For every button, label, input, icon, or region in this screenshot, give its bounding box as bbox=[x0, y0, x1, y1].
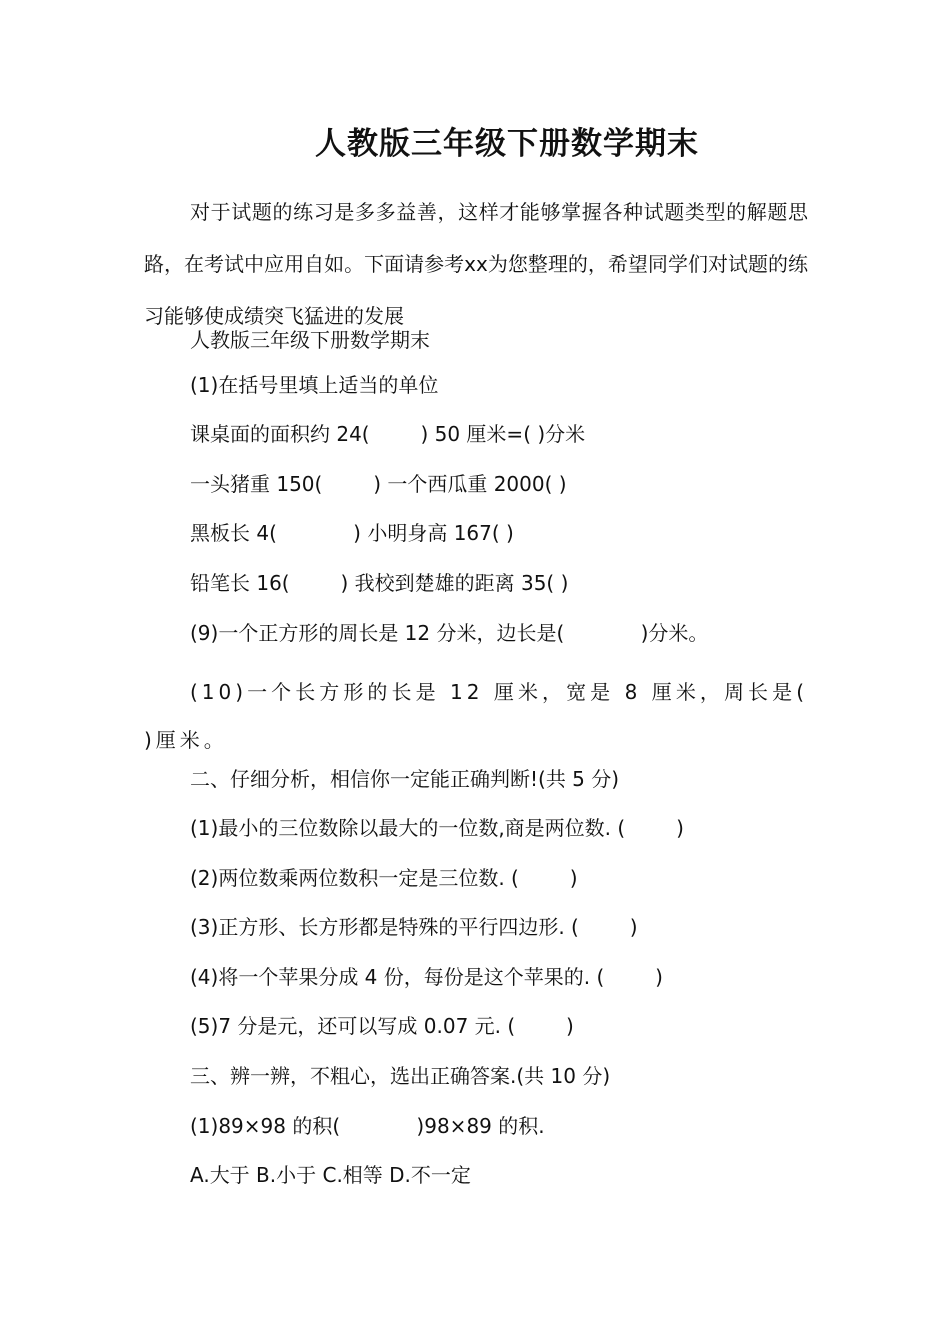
choice-options: A.大于 B.小于 C.相等 D.不一定 bbox=[190, 1163, 471, 1187]
judge-question-5: (5)7 分是元，还可以写成 0.07 元. ( ) bbox=[190, 1014, 574, 1038]
judge-question-1: (1)最小的三位数除以最大的一位数,商是两位数. ( ) bbox=[190, 816, 684, 840]
section-2-heading: 二、仔细分析，相信你一定能正确判断!(共 5 分) bbox=[190, 767, 620, 791]
section-heading: 人教版三年级下册数学期末 bbox=[190, 328, 430, 352]
question-1-heading: (1)在括号里填上适当的单位 bbox=[190, 373, 439, 397]
question-line-pig-weight: 一头猪重 150( ) 一个西瓜重 2000( ) bbox=[190, 472, 567, 496]
judge-question-4: (4)将一个苹果分成 4 份，每份是这个苹果的. ( ) bbox=[190, 965, 663, 989]
question-line-desk-area: 课桌面的面积约 24( ) 50 厘米=( )分米 bbox=[190, 422, 586, 446]
document-title: 人教版三年级下册数学期末 bbox=[315, 126, 699, 162]
question-10: (10)一个长方形的长是 12 厘米，宽是 8 厘米，周长是( )厘米。 bbox=[144, 680, 808, 752]
judge-question-3: (3)正方形、长方形都是特殊的平行四边形. ( ) bbox=[190, 915, 638, 939]
question-line-pencil: 铅笔长 16( ) 我校到楚雄的距离 35( ) bbox=[190, 571, 569, 595]
question-9: (9)一个正方形的周长是 12 分米，边长是( )分米。 bbox=[190, 621, 709, 645]
section-3-heading: 三、辨一辨，不粗心，选出正确答案.(共 10 分) bbox=[190, 1064, 611, 1088]
judge-question-2: (2)两位数乘两位数积一定是三位数. ( ) bbox=[190, 866, 578, 890]
question-line-blackboard: 黑板长 4( ) 小明身高 167( ) bbox=[190, 521, 514, 545]
choice-question-1: (1)89×98 的积( )98×89 的积. bbox=[190, 1114, 545, 1138]
intro-paragraph: 对于试题的练习是多多益善，这样才能够掌握各种试题类型的解题思路，在考试中应用自如。下面请参考xx为您整理的，希望同学们对试题的练习能够使成绩突飞猛进的发展 bbox=[144, 200, 808, 328]
